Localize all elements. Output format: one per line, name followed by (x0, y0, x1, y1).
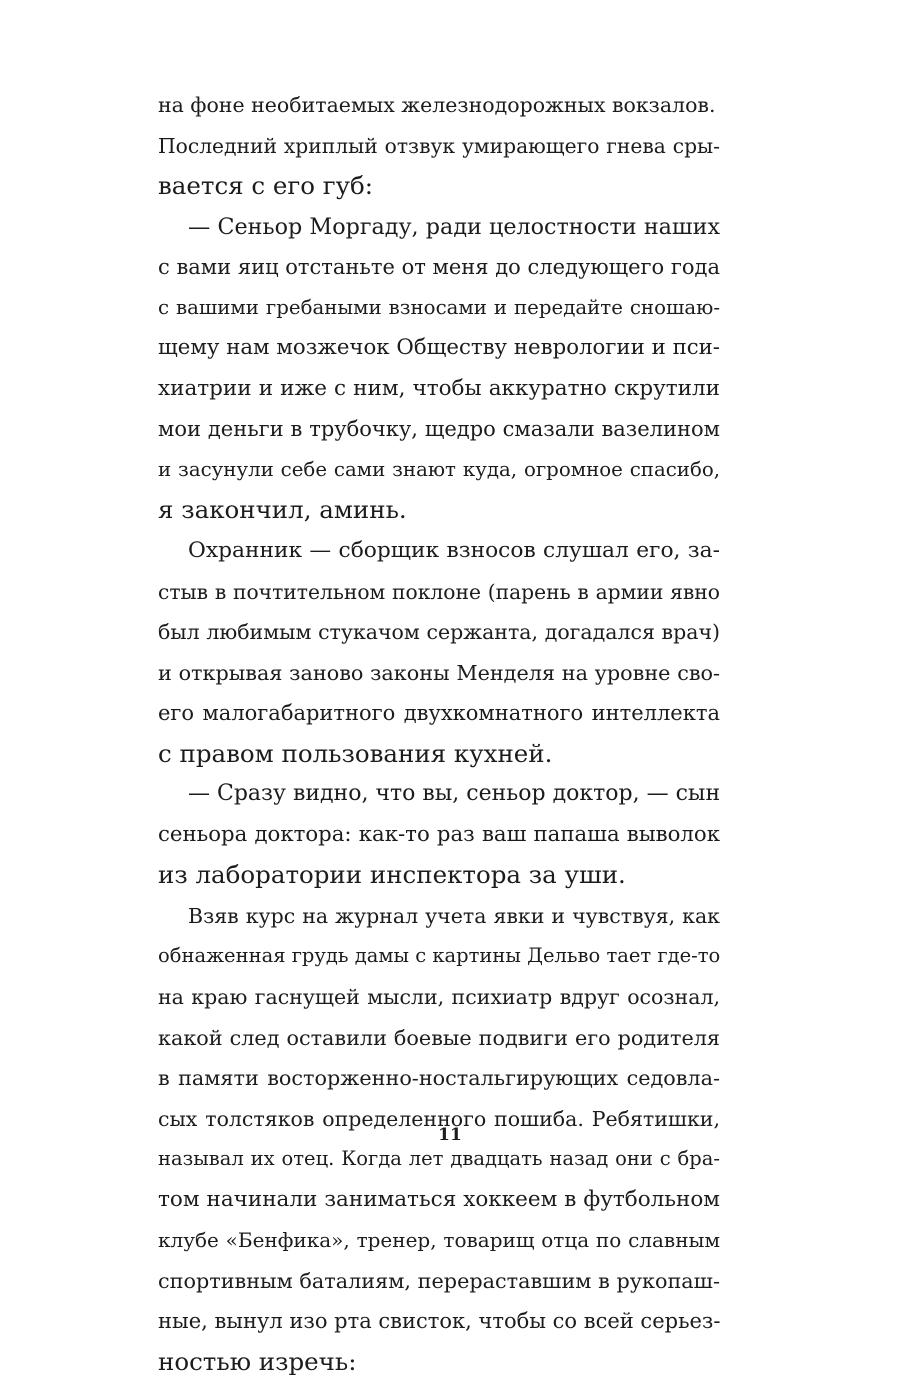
text-line: его малогабаритного двухкомнатного интеллекта (158, 701, 720, 726)
text-line: клубе «Бенфика», тренер, товарищ отца по славным (158, 1228, 720, 1253)
text-line: какой след оставили боевые подвиги его родителя (158, 1025, 720, 1050)
text-line: Охранник — сборщик взносов слушал его, за- (188, 538, 720, 564)
text-line: был любимым стукачом сержанта, догадался врач) (158, 620, 720, 645)
text-line: мои деньги в трубочку, щедро смазали вазелином (158, 417, 720, 442)
text-line: Последний хриплый отзвук умирающего гнева сры- (158, 133, 720, 158)
text-line: называл их отец. Когда лет двадцать назад они с бра- (158, 1147, 720, 1171)
page-body (158, 85, 720, 1383)
text-line: и открывая заново законы Менделя на уровне сво- (158, 660, 720, 685)
text-line: с вами яиц отстаньте от меня до следующего года (158, 255, 720, 280)
text-line: ностью изречь: (158, 1346, 357, 1376)
text-line: на краю гаснущей мысли, психиатр вдруг осознал, (158, 985, 720, 1010)
text-line: щему нам мозжечок Обществу неврологии и пси- (158, 335, 720, 361)
text-line: спортивным баталиям, перераставшим в рукопаш- (158, 1268, 720, 1293)
text-line: стыв в почтительном поклоне (парень в армии явно (158, 579, 720, 604)
text-line: — Сеньор Моргаду, ради целостности наших (188, 213, 720, 240)
text-line: с вашими гребаными взносами и передайте сношаю- (158, 295, 720, 319)
text-line: на фоне необитаемых железнодорожных вокзалов. (158, 93, 716, 117)
text-line: Взяв курс на журнал учета явки и чувствуя, как (188, 903, 720, 928)
text-line: и засунули себе сами знают куда, огромное спасибо, (158, 457, 720, 481)
text-line: с правом пользования кухней. (158, 738, 553, 768)
text-line: хиатрии и иже с ним, чтобы аккуратно скрутили (158, 375, 720, 401)
text-line: обнаженная грудь дамы с картины Дельво тает где-то (158, 944, 721, 968)
text-line: сых толстяков определенного пошиба. Ребятишки, (158, 1106, 720, 1131)
text-line: в памяти восторженно-ностальгирующих седовла- (158, 1066, 720, 1091)
text-line: сеньора доктора: как-то раз ваш папаша выволок (158, 821, 720, 847)
text-line: вается с его губ: (158, 171, 374, 201)
text-line: из лаборатории инспектора за уши. (158, 860, 626, 890)
page-number: 11 (438, 1125, 462, 1145)
text-line: я закончил, аминь. (158, 495, 407, 525)
text-line: том начинали заниматься хоккеем в футбольном (158, 1186, 720, 1212)
text-line: — Сразу видно, что вы, сеньор доктор, — сын (188, 781, 721, 807)
text-line: ные, вынул изо рта свисток, чтобы со всей серьез- (158, 1309, 721, 1334)
